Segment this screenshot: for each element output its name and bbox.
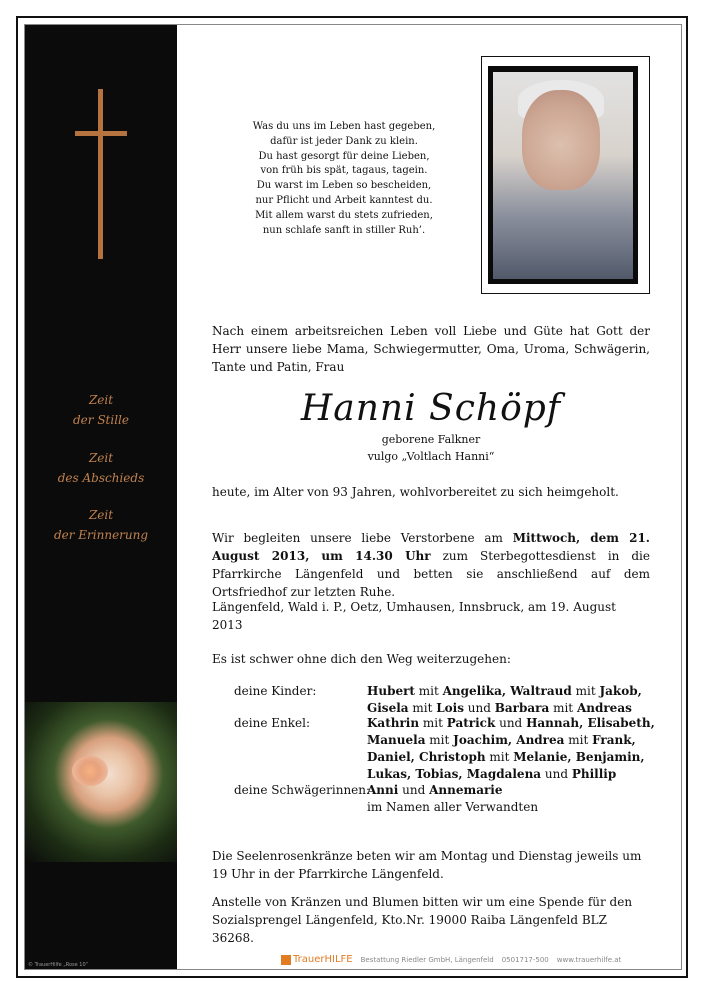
name: Daniel, Christoph [367, 750, 486, 764]
name: Angelika, Waltraud [442, 684, 572, 698]
family-intro: Es ist schwer ohne dich den Weg weiterzugehen: [212, 652, 511, 666]
zeit-line: des Abschieds [57, 471, 145, 485]
maiden-name: geborene Falkner [381, 433, 481, 446]
funeral-text-part: zum Sterbegottesdienst in die Pfarrkirche Längenfeld und betten sie anschließend auf dem Ortsfriedhof zur letzten Ruhe. [212, 549, 650, 599]
name: Kathrin [367, 716, 420, 730]
portrait-face [522, 90, 600, 190]
poem-line: Du warst im Leben so bescheiden, [256, 180, 432, 192]
zeit-line: Zeit [88, 508, 114, 522]
name: Manuela [367, 733, 426, 747]
name: Hannah, Elisabeth, [526, 716, 655, 730]
poem-line: Du hast gesorgt für deine Lieben, [258, 150, 430, 162]
name: Frank, [592, 733, 636, 747]
poem-line: Was du uns im Leben hast gegeben, [252, 121, 436, 132]
connector: mit [414, 684, 443, 698]
connector: mit [571, 684, 600, 698]
funeral-date: Mittwoch, dem 21. August 2013, [212, 531, 650, 563]
kinder-label: deine Kinder: [234, 684, 317, 698]
rosenkranz-text: Die Seelenrosenkränze beten wir am Montag und Dienstag jeweils um 19 Uhr in der Pfarrkirche Längenfeld. [212, 849, 642, 881]
footer [281, 954, 621, 965]
name: Melanie, Benjamin, [513, 750, 645, 764]
connector: mit [564, 733, 593, 747]
logo-icon [281, 955, 291, 965]
poem-line: von früh bis spät, tagaus, tagein. [260, 165, 428, 177]
zeit-line: der Stille [73, 413, 129, 427]
poem-line: dafür ist jeder Dank zu klein. [270, 135, 418, 147]
kinder-line [367, 682, 657, 700]
name: Barbara [494, 701, 550, 715]
zeit-line: Zeit [88, 451, 114, 465]
name: Anni [367, 783, 399, 797]
logo-text: TrauerHILFE [293, 954, 353, 965]
footer-web: www.trauerhilfe.at [556, 955, 622, 964]
poem-line: nun schlafe sanft in stiller Ruh’. [262, 224, 426, 236]
zeit-line: Zeit [88, 393, 114, 407]
place-date: Längenfeld, Wald i. P., Oetz, Umhausen, Innsbruck, am 19. August 2013 [212, 600, 616, 632]
image-credit: © TrauerHilfe „Rose 10“ [28, 962, 89, 968]
name: Gisela [367, 701, 409, 715]
schwaegerinnen-line [367, 781, 657, 799]
footer-phone: 0501717-500 [501, 955, 549, 964]
cross-icon-bar [75, 131, 127, 136]
connector: und [495, 716, 527, 730]
zeit-line: der Erinnerung [53, 528, 149, 542]
connector: mit [408, 701, 437, 715]
funeral-text [212, 529, 650, 601]
connector: und [541, 767, 572, 781]
connector: mit [419, 716, 447, 730]
connector: mit [549, 701, 577, 715]
deceased-name: Hanni Schöpf [300, 388, 562, 429]
connector: mit [425, 733, 454, 747]
name: Patrick [446, 716, 496, 730]
zeit-abschied [40, 448, 162, 488]
enkel-label: deine Enkel: [234, 716, 311, 730]
poem-line: Mit allem warst du stets zufrieden, [255, 209, 433, 221]
poem [232, 120, 456, 238]
name: Hubert [367, 684, 415, 698]
name: Lois [436, 701, 464, 715]
vulgo-name: vulgo „Voltlach Hanni“ [367, 450, 495, 463]
spende-text: Anstelle von Kränzen und Blumen bitten wir um eine Spende für den Sozialsprengel Längenfeld, Kto.Nr. 19000 Raiba Längenfeld BLZ 36268. [212, 895, 633, 945]
rose-image-center [72, 756, 108, 786]
connector: und [463, 701, 495, 715]
cross-icon [98, 89, 103, 259]
name: Andreas [576, 701, 632, 715]
zeit-erinnerung [40, 505, 162, 545]
age-line: heute, im Alter von 93 Jahren, wohlvorbereitet zu sich heimgeholt. [212, 485, 619, 499]
schwaegerinnen-label: deine Schwägerinnen: [234, 783, 371, 797]
funeral-text-part: Wir begleiten unsere liebe Verstorbene am [212, 531, 513, 545]
connector: mit [485, 750, 514, 764]
zeit-stille [40, 390, 162, 430]
enkel-line [367, 731, 657, 749]
name: Phillip [571, 767, 617, 781]
footer-logo [281, 954, 353, 965]
name: Joachim, Andrea [453, 733, 565, 747]
connector: und [398, 783, 430, 797]
enkel-line [367, 748, 657, 766]
verwandten-line: im Namen aller Verwandten [367, 800, 539, 814]
footer-company: Bestattung Riedler GmbH, Längenfeld [360, 955, 494, 964]
name: Jakob, [599, 684, 642, 698]
name: Lukas, Tobias, Magdalena [367, 767, 542, 781]
poem-line: nur Pflicht und Arbeit kanntest du. [255, 194, 433, 206]
name: Annemarie [429, 783, 503, 797]
enkel-line [367, 714, 657, 732]
intro-text: Nach einem arbeitsreichen Leben voll Liebe und Güte hat Gott der Herr unsere liebe Mama, Schwiegermutter, Oma, Uroma, Schwägerin, Tante und Patin, Frau [212, 324, 650, 374]
funeral-time: um 14.30 Uhr [321, 549, 431, 563]
